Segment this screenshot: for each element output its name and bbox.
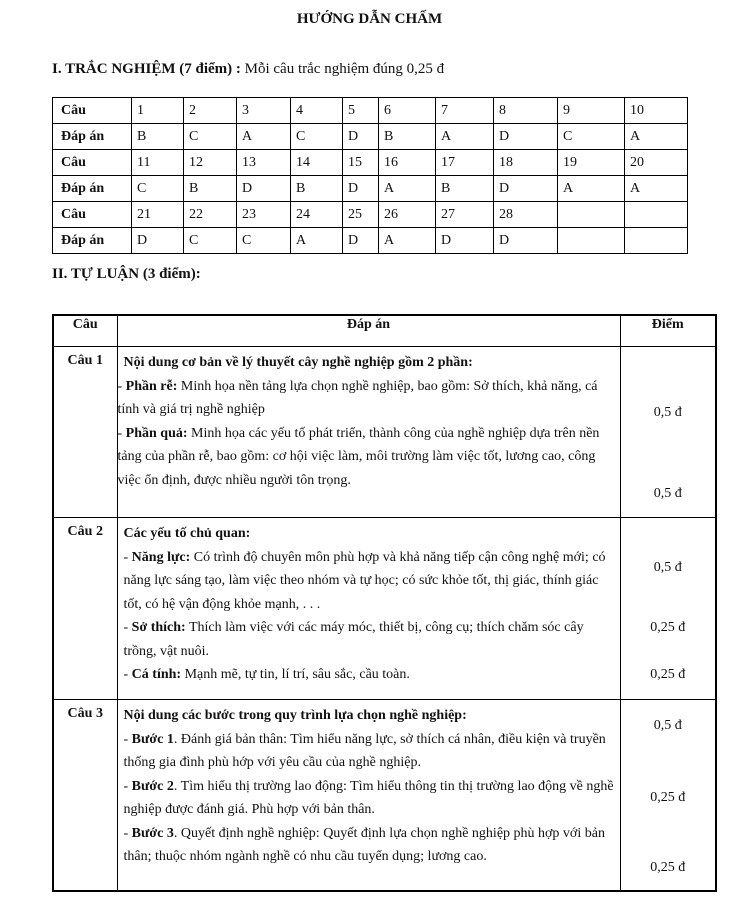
mc-answer-cell: B xyxy=(436,176,494,202)
mc-question-cell xyxy=(625,202,688,228)
item-text: Thích làm việc với các máy móc, thiết bị, công cụ; thích chăm sóc cây trồng, vật nuôi. xyxy=(123,620,584,659)
mc-answer-cell: A xyxy=(291,228,343,254)
mc-answer-cell: C xyxy=(237,228,291,254)
mc-row-label: Đáp án xyxy=(53,124,132,150)
essay-question-label: Câu 2 xyxy=(53,518,117,700)
item-bullet: - xyxy=(123,549,132,565)
header-answer: Đáp án xyxy=(117,315,620,347)
page-title: HƯỚNG DẪN CHẤM xyxy=(296,11,443,27)
mc-question-cell xyxy=(558,202,625,228)
mc-answer-row xyxy=(53,124,688,150)
item-term: Năng lực: xyxy=(131,549,191,565)
mc-answer-cell: A xyxy=(625,176,688,202)
mc-answer-cell: D xyxy=(132,228,184,254)
mc-question-cell: 22 xyxy=(184,202,237,228)
essay-answer-item xyxy=(118,775,618,822)
item-term: Cá tính: xyxy=(131,667,182,682)
mc-answer-row xyxy=(53,176,688,202)
essay-answer-item xyxy=(118,728,618,775)
mc-question-row xyxy=(53,98,688,124)
points-value: 0,25 đ xyxy=(650,667,686,682)
mc-question-cell: 5 xyxy=(343,98,379,124)
item-bullet: - xyxy=(123,731,132,747)
essay-answer-content xyxy=(117,518,620,700)
mc-row-label: Câu xyxy=(53,202,132,228)
mc-question-cell: 11 xyxy=(132,150,184,176)
item-term: Phần quả: xyxy=(125,425,188,441)
mc-question-cell: 4 xyxy=(291,98,343,124)
item-text: . Đánh giá bản thân: Tìm hiểu năng lực, sở thích cá nhân, điều kiện và truyền thống gia đình phù hớp với yêu cầu của nghề nghiệp. xyxy=(123,731,606,770)
mc-answer-cell: D xyxy=(494,124,558,150)
essay-points-cell xyxy=(620,347,716,518)
mc-question-cell: 28 xyxy=(494,202,558,228)
item-text: Mạnh mẽ, tự tin, lí trí, sâu sắc, cầu toàn. xyxy=(181,667,410,682)
mc-question-cell: 19 xyxy=(558,150,625,176)
mc-question-cell: 10 xyxy=(625,98,688,124)
mc-answer-cell: C xyxy=(558,124,625,150)
section-1-title: I. TRẮC NGHIỆM (7 điểm) : xyxy=(52,61,241,77)
mc-row-label: Đáp án xyxy=(53,176,132,202)
mc-question-cell: 27 xyxy=(436,202,494,228)
essay-points-cell xyxy=(620,700,716,891)
essay-row xyxy=(53,347,716,518)
mc-question-cell: 7 xyxy=(436,98,494,124)
points-value: 0,25 đ xyxy=(650,790,686,805)
header-question: Câu xyxy=(53,315,117,347)
mc-answer-cell: D xyxy=(237,176,291,202)
item-bullet: - xyxy=(123,620,132,635)
section-1-heading xyxy=(52,61,444,78)
item-text: Minh họa nền tảng lựa chọn nghề nghiệp, bao gồm: Sở thích, khả năng, cá tính và giá trị nghề nghiệp xyxy=(117,378,598,417)
essay-row xyxy=(53,518,716,700)
item-bullet: - xyxy=(117,425,126,441)
mc-question-cell: 25 xyxy=(343,202,379,228)
item-bullet: - xyxy=(123,825,132,841)
item-bullet: - xyxy=(117,378,126,394)
mc-answer-cell: C xyxy=(184,124,237,150)
points-value: 0,5 đ xyxy=(653,718,682,733)
mc-answer-cell: C xyxy=(291,124,343,150)
mc-answer-row xyxy=(53,228,688,254)
mc-answer-cell: D xyxy=(343,228,379,254)
mc-question-cell: 14 xyxy=(291,150,343,176)
essay-answer-heading: Các yếu tố chủ quan: xyxy=(123,526,251,541)
essay-question-label: Câu 1 xyxy=(53,347,117,518)
essay-answer-heading: Nội dung các bước trong quy trình lựa chọn nghề nghiệp: xyxy=(123,708,467,723)
item-term: Phần rễ: xyxy=(125,378,178,394)
mc-question-cell: 9 xyxy=(558,98,625,124)
multiple-choice-answer-table xyxy=(52,97,688,254)
mc-answer-cell: B xyxy=(132,124,184,150)
essay-answer-item xyxy=(118,546,618,617)
mc-question-cell: 16 xyxy=(379,150,436,176)
mc-answer-cell: A xyxy=(625,124,688,150)
mc-question-cell: 18 xyxy=(494,150,558,176)
essay-answer-heading: Nội dung cơ bản về lý thuyết cây nghề nghiệp gồm 2 phần: xyxy=(123,355,473,370)
mc-question-cell: 26 xyxy=(379,202,436,228)
item-text: . Quyết định nghề nghiệp: Quyết định lựa chọn nghề nghiệp phù hợp với bản thân; thuộc nhóm ngành nghề có nhu cầu tuyển dụng; lương cao. xyxy=(123,825,605,864)
header-points: Điểm xyxy=(620,315,716,347)
essay-row xyxy=(53,700,716,891)
mc-row-label: Đáp án xyxy=(53,228,132,254)
points-value: 0,25 đ xyxy=(650,620,686,635)
mc-answer-cell: A xyxy=(379,176,436,202)
mc-question-row xyxy=(53,150,688,176)
essay-points-cell xyxy=(620,518,716,700)
mc-question-cell: 21 xyxy=(132,202,184,228)
points-value: 0,5 đ xyxy=(653,560,682,575)
mc-answer-cell: D xyxy=(343,176,379,202)
mc-question-cell: 1 xyxy=(132,98,184,124)
mc-question-cell: 17 xyxy=(436,150,494,176)
mc-question-cell: 20 xyxy=(625,150,688,176)
section-1-note: Mỗi câu trắc nghiệm đúng 0,25 đ xyxy=(240,61,445,77)
item-term: Sở thích: xyxy=(131,620,186,635)
points-value: 0,5 đ xyxy=(653,486,682,501)
points-value: 0,25 đ xyxy=(650,860,686,875)
mc-answer-cell: A xyxy=(436,124,494,150)
item-bullet: - xyxy=(123,778,132,794)
section-2-heading xyxy=(52,266,201,283)
essay-answer-item xyxy=(118,616,618,663)
essay-answer-table xyxy=(52,314,717,892)
essay-answer-content xyxy=(117,700,620,891)
mc-answer-cell: D xyxy=(436,228,494,254)
mc-question-cell: 3 xyxy=(237,98,291,124)
mc-answer-cell: D xyxy=(343,124,379,150)
mc-question-cell: 23 xyxy=(237,202,291,228)
mc-row-label: Câu xyxy=(53,150,132,176)
essay-answer-item xyxy=(118,663,618,687)
mc-answer-cell: D xyxy=(494,176,558,202)
mc-answer-cell: B xyxy=(379,124,436,150)
essay-answer-item xyxy=(118,822,618,869)
mc-answer-cell: C xyxy=(132,176,184,202)
mc-question-row xyxy=(53,202,688,228)
mc-question-cell: 12 xyxy=(184,150,237,176)
mc-answer-cell: B xyxy=(184,176,237,202)
mc-answer-cell xyxy=(625,228,688,254)
item-term: Bước 2 xyxy=(131,778,174,794)
mc-answer-cell: D xyxy=(494,228,558,254)
mc-question-cell: 2 xyxy=(184,98,237,124)
item-term: Bước 3 xyxy=(131,825,174,841)
mc-question-cell: 13 xyxy=(237,150,291,176)
points-value: 0,5 đ xyxy=(653,405,682,420)
mc-answer-cell: B xyxy=(291,176,343,202)
mc-answer-cell: A xyxy=(558,176,625,202)
mc-answer-cell: A xyxy=(237,124,291,150)
essay-answer-item xyxy=(118,375,618,422)
essay-answer-item xyxy=(118,422,618,493)
mc-answer-cell: A xyxy=(379,228,436,254)
mc-answer-cell xyxy=(558,228,625,254)
mc-question-cell: 15 xyxy=(343,150,379,176)
item-text: Minh họa các yếu tố phát triển, thành công của nghề nghiệp dựa trên nền tảng của phần rễ, bao gồm: cơ hội việc làm, môi trường làm việc tốt, lương cao, công việc ổn định, được nhiều người tôn trọng. xyxy=(117,425,600,488)
item-bullet: - xyxy=(123,667,132,682)
item-term: Bước 1 xyxy=(131,731,174,747)
section-2-title: II. TỰ LUẬN (3 điểm): xyxy=(52,266,201,282)
mc-answer-cell: C xyxy=(184,228,237,254)
mc-row-label: Câu xyxy=(53,98,132,124)
item-text: . Tìm hiểu thị trường lao động: Tìm hiểu thông tin thị trường lao động về nghề nghiệp được đánh giá. Phù hợp với bản thân. xyxy=(123,778,614,817)
item-text: Có trình độ chuyên môn phù hợp và khả năng tiếp cận công nghệ mới; có năng lực sáng tạo, làm việc theo nhóm và tự học; có sức khỏe tốt, thị giác, thính giác tốt, có hệ vận động khỏe mạnh, . . . xyxy=(123,549,606,612)
essay-answer-content xyxy=(117,347,620,518)
essay-question-label: Câu 3 xyxy=(53,700,117,891)
mc-question-cell: 24 xyxy=(291,202,343,228)
mc-question-cell: 8 xyxy=(494,98,558,124)
mc-question-cell: 6 xyxy=(379,98,436,124)
